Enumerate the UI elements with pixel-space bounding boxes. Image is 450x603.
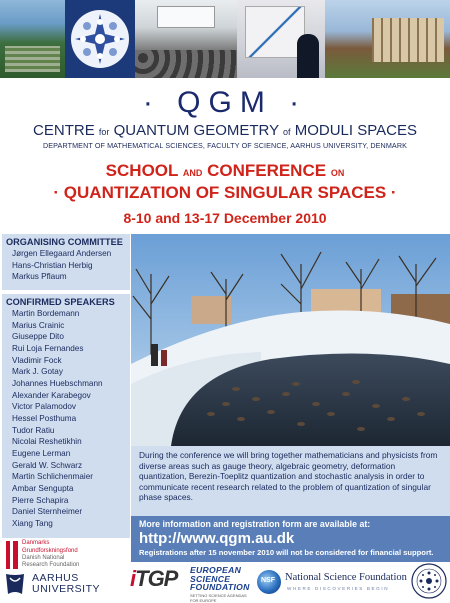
photo-lecture-hall xyxy=(135,0,237,78)
committee-member: Markus Pflaum xyxy=(12,272,67,282)
event-title: · QUANTIZATION OF SINGULAR SPACES · xyxy=(53,183,397,202)
event-description: During the conference we will bring together mathematicians and physicists from diverse areas such as gauge theory, algebraic geometry, deformation quantization, Berezin-Toeplitz quantization and stochastic analysis in order to communicate recent research related to the problem of quantization of singular phase spaces. xyxy=(131,446,450,516)
committee-member: Jørgen Ellegaard Andersen xyxy=(12,249,112,258)
photo-campus-stairs xyxy=(0,0,65,78)
nsf-globe-icon: NSF xyxy=(257,570,281,594)
organising-committee-panel xyxy=(2,234,130,290)
dnrf-logo: Danmarks Grundforskningsfond Danish National Research Foundation xyxy=(4,540,114,572)
registration-info-panel xyxy=(131,516,450,562)
speaker-name: Daniel Sternheimer xyxy=(12,507,83,517)
qgm-seal-icon xyxy=(410,562,448,600)
committee-heading: ORGANISING COMMITTEE xyxy=(6,237,123,247)
qgm-title: · QGM · xyxy=(142,86,308,119)
registration-deadline-note: Registrations after 15 november 2010 will not be considered for financial support. xyxy=(139,548,434,557)
speaker-name: Hessel Posthuma xyxy=(12,413,77,423)
itgp-logo: iTGP xyxy=(130,566,178,591)
photo-speaker-board xyxy=(237,0,325,78)
centre-name: CENTRE for QUANTUM GEOMETRY of MODULI SPACES xyxy=(33,122,417,139)
speaker-name: Xiang Tang xyxy=(12,518,53,528)
speaker-name: Martin Bordemann xyxy=(12,309,80,318)
aarhus-university-logo: AARHUS UNIVERSITY xyxy=(4,572,124,598)
speaker-name: Mark J. Gotay xyxy=(12,367,63,377)
aarhus-seal-icon xyxy=(4,572,26,596)
speaker-name: Martin Schlichenmaier xyxy=(12,472,93,482)
photo-fractal-logo xyxy=(65,0,135,78)
speakers-heading: CONFIRMED SPEAKERS xyxy=(6,297,115,307)
speaker-name: Alexander Karabegov xyxy=(12,390,91,400)
department-line: DEPARTMENT OF MATHEMATICAL SCIENCES, FACULTY OF SCIENCE, AARHUS UNIVERSITY, DENMARK xyxy=(43,141,407,150)
committee-member: Hans-Christian Herbig xyxy=(12,260,93,270)
nsf-logo: NSF National Science Foundation WHERE DISCOVERIES BEGIN xyxy=(255,568,405,598)
speaker-name: Ambar Sengupta xyxy=(12,483,74,493)
confirmed-speakers-panel xyxy=(2,294,130,538)
speaker-name: Vladimir Fock xyxy=(12,355,62,365)
speaker-name: Marius Crainic xyxy=(12,320,65,330)
header-photo-strip xyxy=(0,0,450,78)
photo-university-building xyxy=(325,0,450,78)
speaker-name: Rui Loja Fernandes xyxy=(12,343,84,353)
speaker-name: Eugene Lerman xyxy=(12,448,71,458)
speaker-name: Giuseppe Dito xyxy=(12,332,64,342)
main-photo-winter-campus xyxy=(131,234,450,446)
dnrf-flag-icon xyxy=(6,541,18,569)
speaker-name: Victor Palamodov xyxy=(12,402,77,412)
event-dates: 8-10 and 13-17 December 2010 xyxy=(123,210,327,226)
info-intro: More information and registration form are available at: xyxy=(139,519,371,529)
speaker-name: Johannes Huebschmann xyxy=(12,378,103,388)
speaker-name: Nicolai Reshetikhin xyxy=(12,437,82,447)
speaker-name: Gerald W. Schwarz xyxy=(12,460,83,470)
website-link[interactable]: http://www.qgm.au.dk xyxy=(139,530,295,547)
speaker-name: Pierre Schapira xyxy=(12,495,69,505)
speaker-name: Tudor Ratiu xyxy=(12,425,55,435)
esf-logo: EUROPEAN SCIENCE FOUNDATION SETTING SCIENCE AGENDAS FOR EUROPE xyxy=(190,565,250,603)
school-conference-heading: SCHOOL AND CONFERENCE ON xyxy=(105,161,345,180)
